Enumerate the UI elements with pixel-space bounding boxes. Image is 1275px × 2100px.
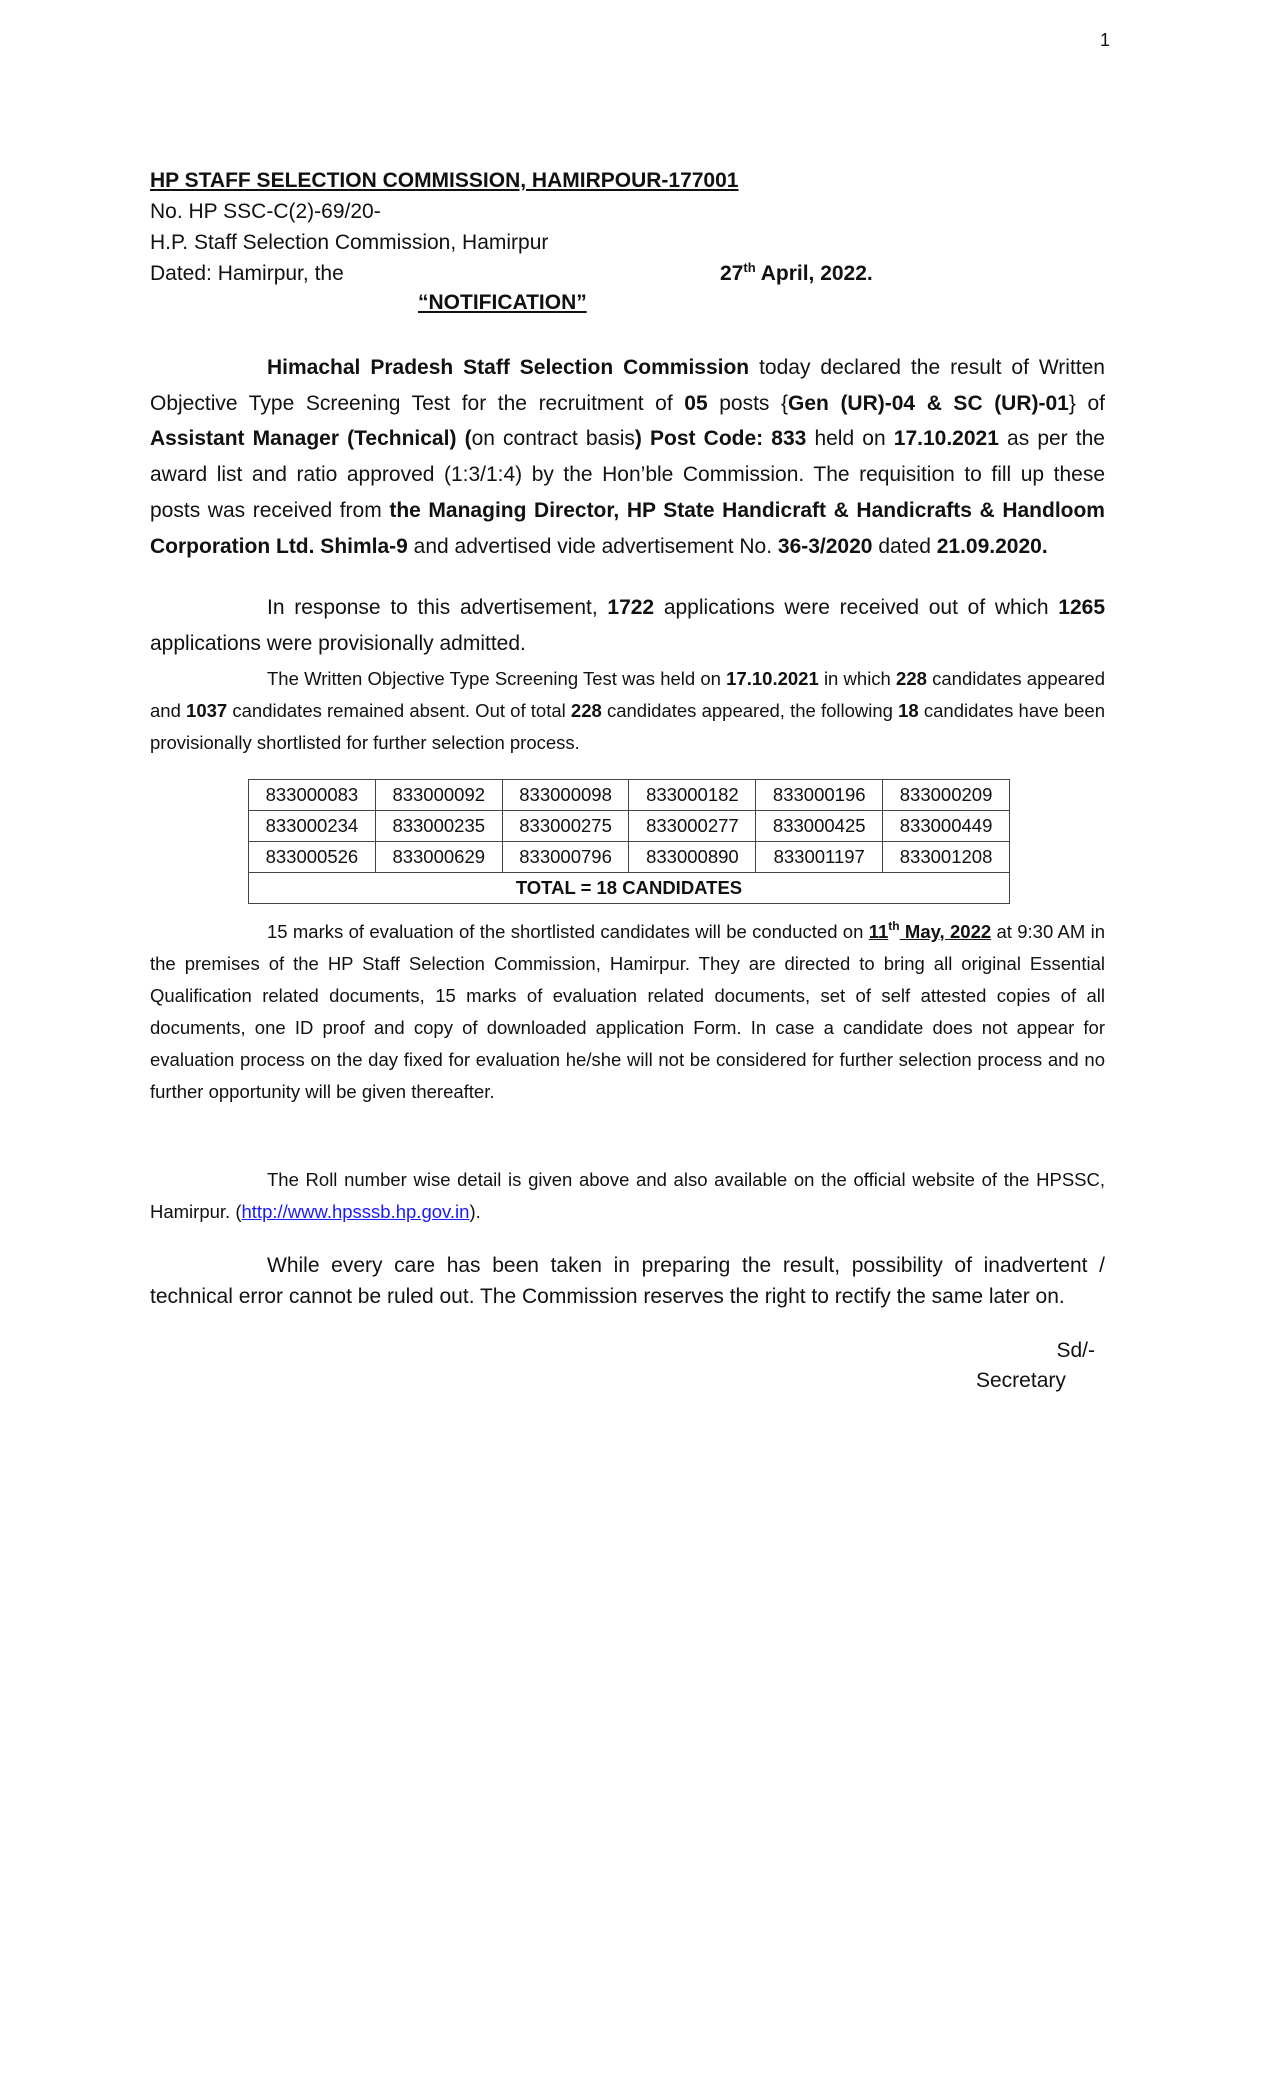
roll-number-cell: 833000277 [629,811,756,842]
bold-text: 228 [570,700,602,721]
text-run: as per the award list and ratio approved (1:3/1:4) by the Hon’ble Commission. The requisition to fill up these posts was received from [150,427,1105,522]
text-run: at 9:30 AM in the premises of the HP Staff Selection Commission, Hamirpur. They are directed to bring all original Essential Qualification related documents, 15 marks of evaluation related documents, set of self attested copies of all documents, one ID proof and copy of downloaded application Form. In case a candidate does not appear for evaluation process on the day fixed for evaluation he/she will not be considered for further selection process and no further opportunity will be given thereafter. [150,921,1105,1102]
text-run: candidates have been provisionally shortlisted for further selection process. [150,700,1105,753]
table-total-row [249,873,1010,904]
roll-number-cell: 833000234 [249,811,376,842]
bold-text: 228 [896,668,927,689]
date-day: 27 [720,262,744,285]
roll-number-cell: 833000098 [502,780,629,811]
bold-text: 21.09.2020. [936,534,1048,558]
roll-number-cell: 833000196 [756,780,883,811]
text-run: In response to this advertisement, [267,596,608,619]
text-run: While every care has been taken in preparing the result, possibility of inadvertent / technical error cannot be ruled out. The Commission reserves the right to rectify the same later on. [150,1254,1105,1308]
roll-number-cell: 833000182 [629,780,756,811]
text-run: 15 marks of evaluation of the shortlisted candidates will be conducted on [267,921,869,942]
text-run: on contract basis [471,427,635,451]
bold-text: Assistant Manager (Technical) ( [150,427,472,451]
bold-text: Gen (UR)-04 & SC (UR)-01 [788,391,1069,415]
roll-number-cell: 833000235 [375,811,502,842]
table-row [249,780,1010,811]
roll-number-table [248,779,1010,904]
roll-number-cell: 833000209 [883,780,1010,811]
bold-text: Himachal Pradesh Staff Selection Commission [267,356,750,379]
date-suffix: th [743,260,756,275]
date-rest: April, 2022. [755,262,873,285]
bold-text: the Managing Director, HP State Handicraft & Handicrafts & Handloom Corporation Ltd. Shimla-9 [150,498,1105,558]
paragraph-result-declaration [150,350,1105,564]
paragraph-website-info [150,1164,1105,1228]
bold-text: 17.10.2021 [893,427,999,451]
text-run: ). [469,1201,481,1222]
letterhead-title: HP STAFF SELECTION COMMISSION, HAMIRPOUR-177001 [150,169,739,192]
roll-number-cell: 833000796 [502,842,629,873]
roll-number-cell: 833000526 [249,842,376,873]
roll-number-cell: 833000425 [756,811,883,842]
roll-number-cell: 833000275 [502,811,629,842]
text-run: candidates remained absent. Out of total [227,700,571,721]
roll-number-cell: 833000092 [375,780,502,811]
reference-number: No. HP SSC-C(2)-69/20- [150,200,381,223]
text-run: dated [872,534,937,558]
paragraph-test-attendance [150,663,1105,759]
paragraph-applications [150,590,1105,661]
table-row [249,842,1010,873]
roll-number-cell: 833000629 [375,842,502,873]
roll-number-cell: 833000890 [629,842,756,873]
roll-number-cell: 833001208 [883,842,1010,873]
notification-date [720,259,873,289]
bold-text: 05 [684,391,708,415]
total-candidates: TOTAL = 18 CANDIDATES [249,873,1010,904]
bold-text: 11 [868,921,889,942]
text-run: today declared the result of Written Objective Type Screening Test for the recruitment of [150,356,1105,415]
text-run: candidates appeared and [150,668,1105,721]
text-run: in which [818,668,897,689]
office-name: H.P. Staff Selection Commission, Hamirpur [150,231,549,254]
text-run: The Written Objective Type Screening Test was held on [267,668,727,689]
text-run: } of [1068,391,1105,415]
text-run: applications were provisionally admitted. [150,631,526,655]
text-run: and advertised vide advertisement No. [407,534,778,558]
page-number: 1 [1100,30,1111,50]
bold-text: 1265 [1058,596,1105,619]
bold-text: 1722 [607,596,655,619]
text-run: The Roll number wise detail is given above and also available on the official website of the HPSSC, Hamirpur. ( [150,1169,1105,1222]
table-row [249,811,1010,842]
text-run: applications were received out of which [654,596,1059,619]
roll-number-cell: 833001197 [756,842,883,873]
website-link[interactable]: http://www.hpsssb.hp.gov.in [241,1201,470,1222]
signature-sd: Sd/- [1056,1339,1095,1362]
notification-heading: “NOTIFICATION” [418,291,587,314]
text-run: candidates appeared, the following [601,700,899,721]
bold-text: ) Post Code: 833 [634,427,807,451]
dated-label: Dated: Hamirpur, the [150,262,344,285]
bold-text: 17.10.2021 [726,668,819,689]
text-run: posts { [707,391,789,415]
ordinal-suffix: th [888,919,900,933]
paragraph-disclaimer [150,1250,1105,1312]
bold-text: May, 2022 [899,921,992,942]
signature-designation: Secretary [976,1369,1066,1392]
bold-text: 1037 [186,700,228,721]
text-run: held on [806,427,894,451]
roll-number-cell: 833000083 [249,780,376,811]
bold-text: 18 [898,700,919,721]
paragraph-evaluation-schedule [150,916,1105,1108]
roll-number-cell: 833000449 [883,811,1010,842]
bold-text: 36-3/2020 [777,534,873,558]
